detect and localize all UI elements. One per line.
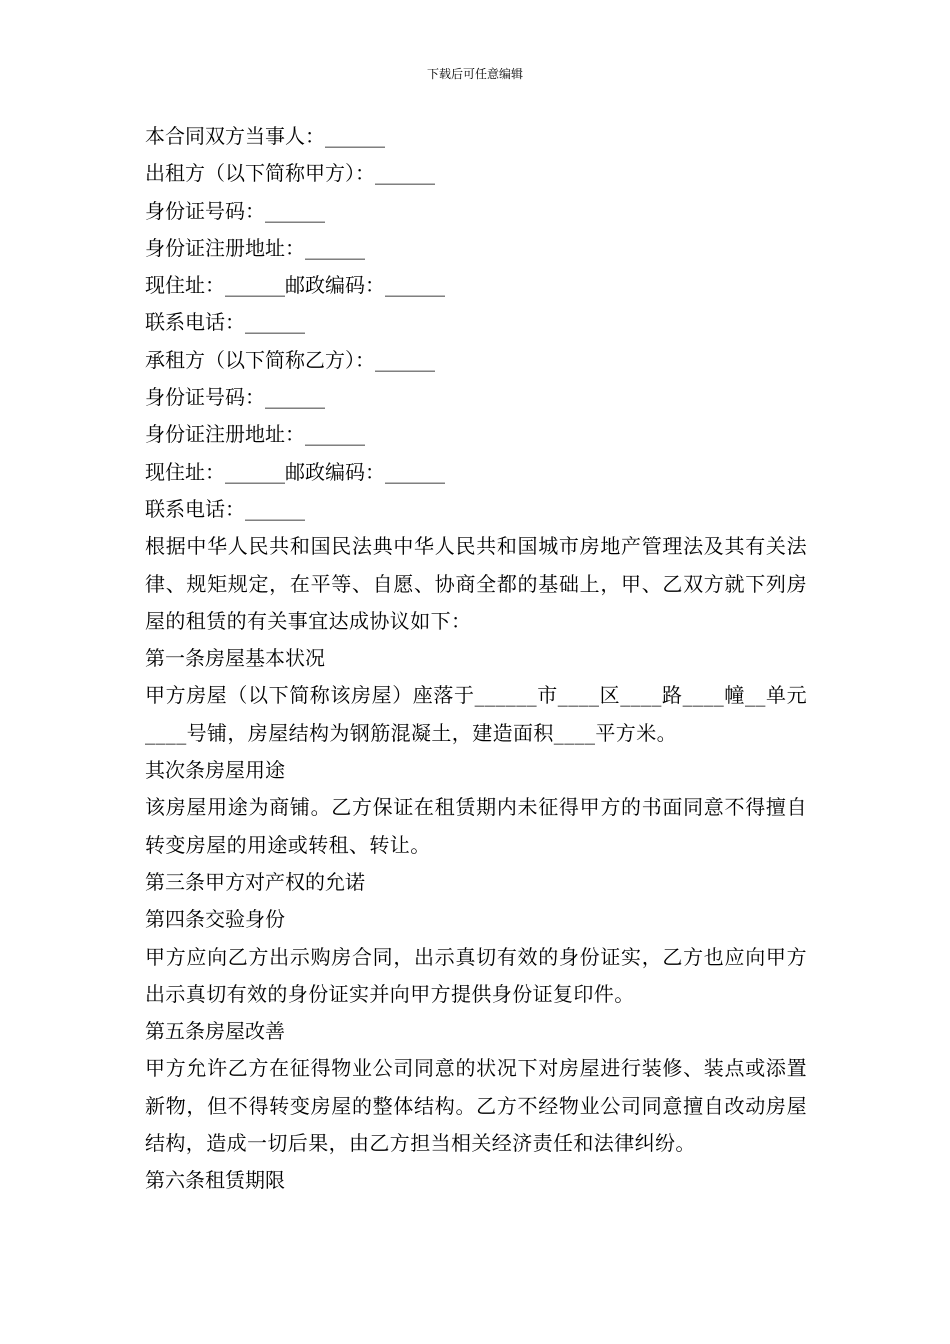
article-2-title: 其次条房屋用途 bbox=[145, 758, 285, 783]
intro-paragraph: 根据中华人民共和国民法典中华人民共和国城市房地产管理法及其有关法律、规矩规定，在平等、自愿、协商全都的基础上，甲、乙双方就下列房屋的租赁的有关事宜达成协议如下： bbox=[145, 534, 807, 633]
article-1-title: 第一条房屋基本状况 bbox=[145, 646, 325, 671]
lessor-phone-line: 联系电话：______ bbox=[145, 310, 305, 335]
article-5-body: 甲方允许乙方在征得物业公司同意的状况下对房屋进行装修、装点或添置新物，但不得转变房屋的整体结构。乙方不经物业公司同意擅自改动房屋结构，造成一切后果，由乙方担当相关经济责任和法律纠纷。 bbox=[145, 1056, 807, 1156]
party-line: 本合同双方当事人：______ bbox=[145, 124, 385, 148]
article-3-title: 第三条甲方对产权的允诺 bbox=[145, 869, 365, 894]
lessee-address-postcode-line: 现住址：______邮政编码：______ bbox=[145, 459, 445, 484]
contract-body bbox=[145, 118, 807, 1200]
lessee-id-address-line: 身份证注册地址：______ bbox=[145, 422, 365, 447]
article-6-title: 第六条租赁期限 bbox=[145, 1168, 285, 1193]
lessor-id-address-line: 身份证注册地址：______ bbox=[145, 235, 365, 260]
lessee-id-number-line: 身份证号码：______ bbox=[145, 385, 325, 410]
lessor-id-number-line: 身份证号码：______ bbox=[145, 198, 325, 223]
lessor-line: 出租方（以下简称甲方）：______ bbox=[145, 161, 435, 186]
lessee-phone-line: 联系电话：______ bbox=[145, 496, 305, 521]
article-1-body: 甲方房屋（以下简称该房屋）座落于______市____区____路____幢__单元____号铺，房屋结构为钢筋混凝土，建造面积____平方米。 bbox=[145, 683, 807, 745]
article-4-title: 第四条交验身份 bbox=[145, 907, 285, 932]
lessee-line: 承租方（以下简称乙方）：______ bbox=[145, 347, 435, 372]
lessor-address-postcode-line: 现住址：______邮政编码：______ bbox=[145, 273, 445, 298]
article-2-body: 该房屋用途为商铺。乙方保证在租赁期内未征得甲方的书面同意不得擅自转变房屋的用途或转租、转让。 bbox=[145, 795, 807, 857]
page-header-note: 下载后可任意编辑 bbox=[426, 67, 523, 81]
article-5-title: 第五条房屋改善 bbox=[145, 1019, 285, 1044]
article-4-body: 甲方应向乙方出示购房合同，出示真切有效的身份证实，乙方也应向甲方出示真切有效的身份证实并向甲方提供身份证复印件。 bbox=[145, 944, 807, 1006]
